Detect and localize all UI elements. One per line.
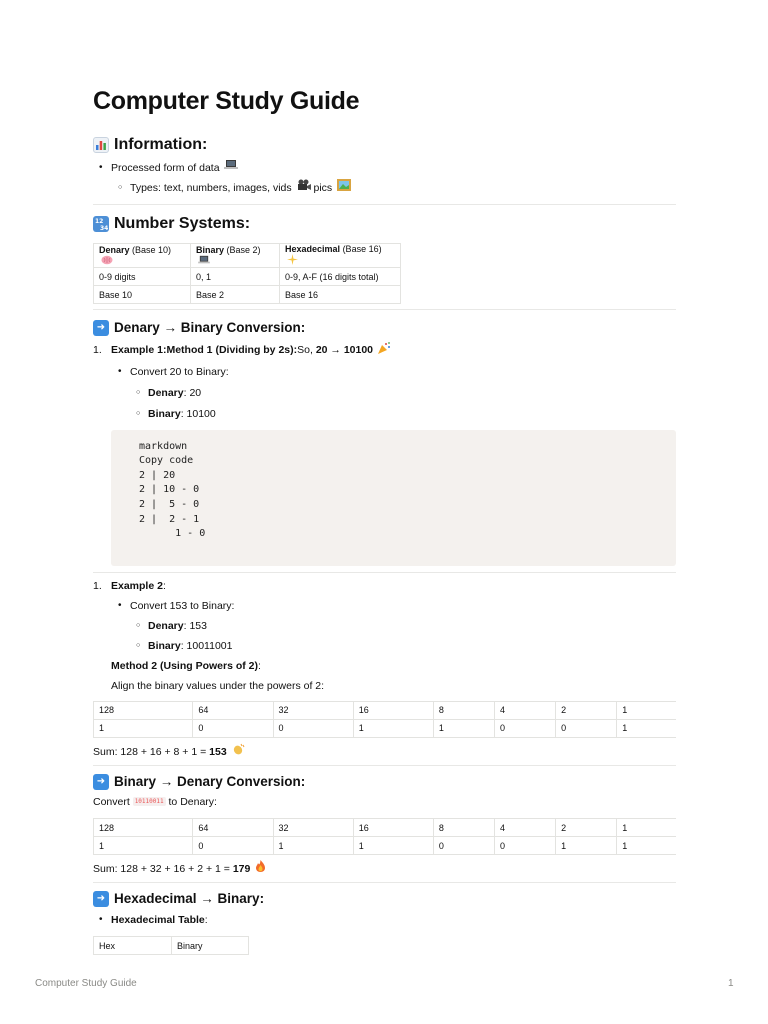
table-row: [94, 937, 249, 955]
table-cell: 2: [556, 701, 617, 719]
sparkles-icon: [287, 254, 298, 267]
table-cell: Hex: [94, 937, 172, 955]
table-cell: 128: [94, 701, 193, 719]
number-systems-heading-text: Number Systems:: [114, 215, 251, 233]
info-item-2b: pics: [313, 182, 333, 195]
input-numbers-icon: [93, 216, 109, 232]
divider: [93, 882, 676, 883]
information-heading: [93, 134, 676, 156]
sum-line-1: Sum: 128 + 16 + 8 + 1 = 153: [93, 742, 676, 762]
page-number: 1: [728, 978, 734, 989]
table-cell: 4: [495, 819, 556, 837]
powers-table-1: [93, 701, 676, 738]
table-cell: 0, 1: [191, 268, 280, 286]
film-camera-icon: [297, 178, 311, 198]
hex-table: [93, 936, 249, 955]
information-heading-text: Information:: [114, 136, 208, 153]
table-cell: 0-9 digits: [94, 268, 191, 286]
table-cell: Base 10: [94, 286, 191, 304]
example-1-title: Example 1:Method 1 (Dividing by 2s):: [111, 344, 298, 357]
table-cell: Base 2: [191, 286, 280, 304]
table-cell: 1: [94, 719, 193, 737]
binary-to-denary-heading: [93, 772, 676, 792]
table-cell: 0: [495, 837, 556, 855]
table-cell: 32: [273, 819, 353, 837]
table-cell: 0: [433, 837, 494, 855]
list-item: [111, 158, 676, 178]
table-row: [94, 701, 677, 719]
brain-icon: [101, 255, 113, 267]
table-cell: 8: [433, 701, 494, 719]
divider: [93, 309, 676, 310]
example-1-result: 20 → 10100: [315, 344, 374, 357]
number-systems-heading: [93, 213, 676, 235]
table-cell: Binary: [172, 937, 249, 955]
right-arrow-icon: ➜: [93, 774, 109, 790]
divider: [93, 572, 676, 573]
table-cell: 0-9, A-F (16 digits total): [280, 268, 401, 286]
table-cell: 0: [273, 719, 353, 737]
table-cell: 1: [353, 837, 433, 855]
table-cell: 0: [193, 719, 273, 737]
list-item: • Convert 20 to Binary:: [130, 362, 676, 382]
fire-icon: [255, 859, 266, 879]
table-cell: 64: [193, 819, 273, 837]
table-row: [94, 819, 677, 837]
table-cell: 1: [94, 837, 193, 855]
bar-chart-icon: [93, 137, 109, 153]
example-2-item: 1. Example 2:: [93, 579, 166, 592]
number-systems-table: [93, 243, 401, 304]
example-1-item: 1. Example 1:Method 1 (Dividing by 2s):So, 20 → 10100: [111, 340, 676, 360]
table-cell: 8: [433, 819, 494, 837]
table-header-row: [94, 244, 401, 268]
table-cell: 4: [495, 701, 556, 719]
table-row: [94, 268, 401, 286]
align-instruction: Align the binary values under the powers of 2:: [111, 679, 325, 692]
info-item-2a: Types: text, numbers, images, vids: [130, 182, 292, 195]
document-body: [93, 84, 676, 955]
table-cell: 1: [617, 837, 676, 855]
table-cell: 1: [433, 719, 494, 737]
table-row: [94, 286, 401, 304]
inline-code: 10110011: [134, 798, 164, 806]
list-item: ○ Binary: 10100: [148, 404, 676, 424]
table-cell: 0: [193, 837, 273, 855]
method-2-label: Method 2 (Using Powers of 2):: [111, 659, 261, 672]
list-item: • Convert 153 to Binary:: [130, 596, 676, 616]
table-cell: 1: [556, 837, 617, 855]
example-2-title: Example 2: [111, 579, 163, 592]
list-item: ○ Denary: 153: [148, 616, 676, 636]
list-item: ○ Denary: 20: [148, 383, 676, 403]
table-cell: 1: [617, 719, 676, 737]
powers-table-2: [93, 818, 676, 855]
laptop-icon: [198, 255, 210, 267]
table-row: [94, 837, 677, 855]
right-arrow-icon: ➜: [93, 891, 109, 907]
table-cell: 1: [617, 819, 676, 837]
table-cell: 0: [495, 719, 556, 737]
table-cell: 0: [556, 719, 617, 737]
binary-to-denary-heading-text: Binary → Denary Conversion:: [114, 773, 306, 789]
divider: [93, 204, 676, 205]
hexadecimal-to-binary-heading-text: Hexadecimal → Binary:: [114, 891, 265, 907]
hexadecimal-to-binary-heading: [93, 889, 676, 909]
table-cell: Denary (Base 10): [94, 244, 191, 268]
table-cell: Base 16: [280, 286, 401, 304]
laptop-icon: [224, 158, 238, 178]
divider: [93, 765, 676, 766]
page-title: Computer Study Guide: [93, 87, 360, 115]
table-cell: 1: [617, 701, 676, 719]
table-cell: 1: [273, 837, 353, 855]
info-item-1: Processed form of data: [111, 162, 220, 174]
table-cell: 32: [273, 701, 353, 719]
framed-picture-icon: [337, 178, 351, 198]
code-block: markdown Copy code 2 | 20 2 | 10 - 0 2 | 5 - 0 2 | 2 - 1 1 - 0: [111, 430, 676, 566]
denary-to-binary-heading-text: Denary → Binary Conversion:: [114, 320, 306, 336]
clapping-hands-icon: [232, 742, 245, 762]
list-item: [130, 178, 676, 198]
table-cell: 16: [353, 701, 433, 719]
table-cell: Binary (Base 2): [191, 244, 280, 268]
list-item: ○ Binary: 10011001: [148, 636, 676, 656]
denary-to-binary-heading: [93, 318, 676, 338]
table-cell: Hexadecimal (Base 16): [280, 244, 401, 268]
table-cell: 64: [193, 701, 273, 719]
right-arrow-icon: ➜: [93, 320, 109, 336]
table-cell: 16: [353, 819, 433, 837]
sum-line-2: Sum: 128 + 32 + 16 + 2 + 1 = 179: [93, 859, 676, 879]
party-popper-icon: [378, 341, 391, 361]
table-row: [94, 719, 677, 737]
table-cell: 2: [556, 819, 617, 837]
svg-text:34: 34: [100, 225, 109, 233]
table-cell: 128: [94, 819, 193, 837]
list-item: • Hexadecimal Table:: [111, 910, 676, 930]
table-cell: 1: [353, 719, 433, 737]
svg-text:12: 12: [95, 218, 104, 226]
footer-title: Computer Study Guide: [35, 978, 137, 989]
binary-convert-line: Convert 10110011 to Denary:: [93, 795, 217, 808]
